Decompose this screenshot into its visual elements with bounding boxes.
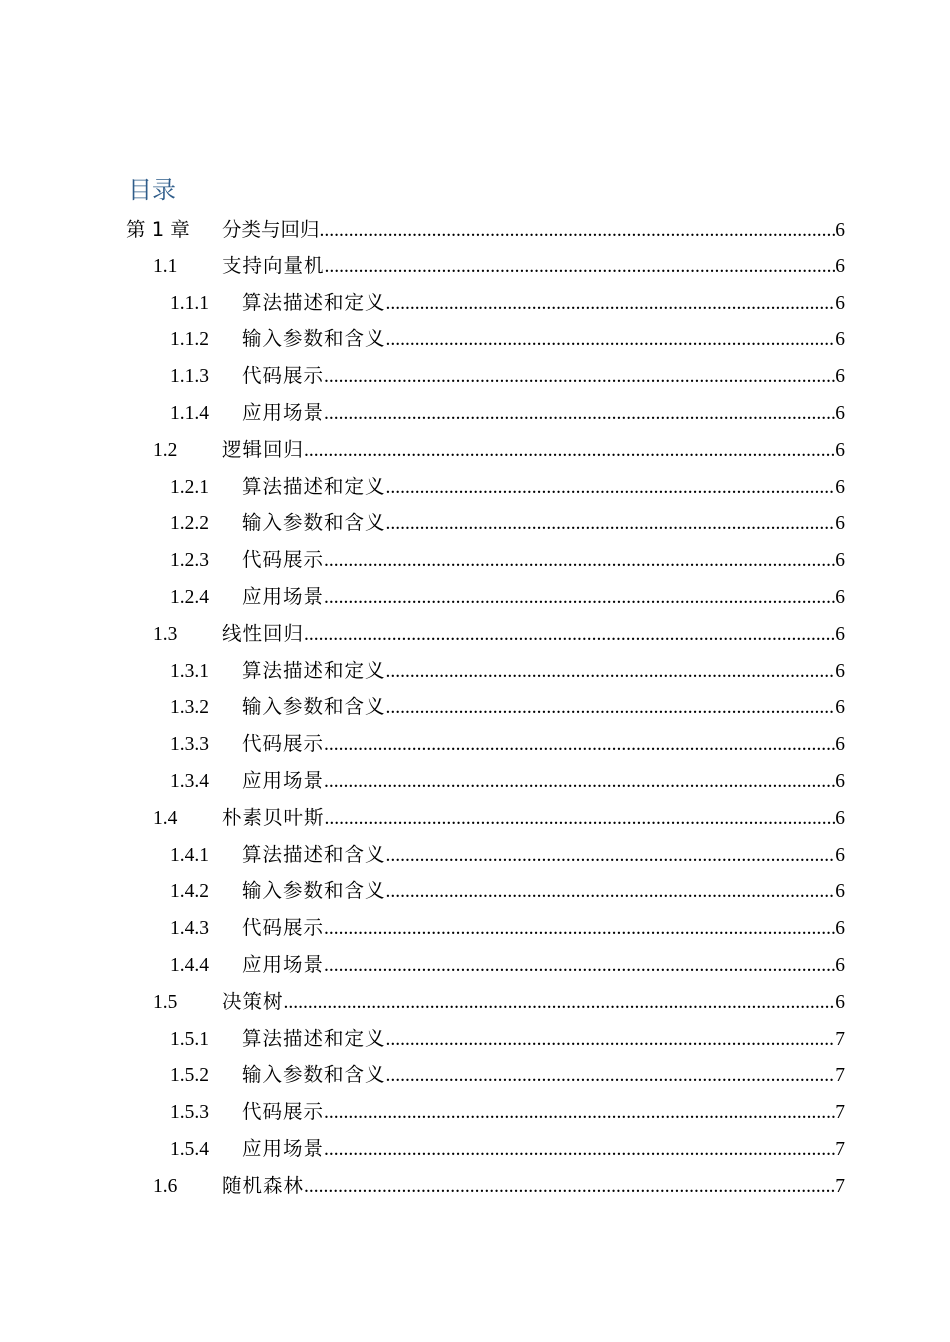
toc-dot-leader <box>324 764 835 801</box>
toc-entry-line <box>242 506 845 543</box>
toc-entry-line <box>222 433 845 470</box>
toc-entry-level-2[interactable] <box>0 249 950 286</box>
toc-entry-label: 朴素贝叶斯 <box>222 807 325 829</box>
toc-entry-page-number: 6 <box>835 329 845 351</box>
toc-entry-page-number: 6 <box>835 918 845 940</box>
toc-entry-level-2[interactable] <box>0 801 950 838</box>
toc-entry-line <box>242 1095 845 1132</box>
toc-entry-number: 第 1 章 <box>126 218 190 241</box>
toc-entry-level-3[interactable] <box>0 690 950 727</box>
toc-dot-leader <box>386 1022 836 1059</box>
toc-entry-level-2[interactable] <box>0 985 950 1022</box>
toc-entry-page-number: 6 <box>835 660 845 682</box>
toc-dot-leader <box>386 690 836 727</box>
toc-dot-leader <box>324 396 835 433</box>
toc-entry-level-3[interactable] <box>0 764 950 801</box>
toc-entry-line <box>222 801 845 838</box>
toc-entry-level-2[interactable] <box>0 617 950 654</box>
toc-entry-line <box>222 617 845 654</box>
toc-dot-leader <box>324 1095 835 1132</box>
toc-entry-label: 代码展示 <box>242 734 325 756</box>
toc-entry-label: 输入参数和含义 <box>242 329 386 351</box>
toc-entry-level-3[interactable] <box>0 470 950 507</box>
toc-entry-number: 1.5.1 <box>170 1028 209 1050</box>
toc-entry-page-number: 6 <box>835 220 845 241</box>
toc-dot-leader <box>324 543 835 580</box>
toc-dot-leader <box>386 1058 836 1095</box>
toc-entry-number: 1.4.1 <box>170 844 209 866</box>
toc-title: 目录 <box>128 176 176 204</box>
toc-entry-page-number: 6 <box>835 402 845 424</box>
toc-entry-page-number: 6 <box>835 844 845 866</box>
toc-entry-number: 1.1.1 <box>170 292 209 314</box>
toc-entry-line <box>242 580 845 617</box>
toc-entry-number: 1.5 <box>153 991 178 1013</box>
toc-dot-leader <box>320 213 836 250</box>
toc-entry-line <box>242 543 845 580</box>
toc-entry-page-number: 7 <box>835 1138 845 1160</box>
toc-entry-label: 应用场景 <box>242 586 325 608</box>
toc-entry-line <box>242 911 845 948</box>
toc-entry-page-number: 6 <box>835 770 845 792</box>
toc-entry-number: 1.2 <box>153 439 178 461</box>
toc-entry-number: 1.3 <box>153 623 178 645</box>
toc-entry-page-number: 6 <box>835 550 845 572</box>
toc-entry-level-3[interactable] <box>0 580 950 617</box>
toc-dot-leader <box>386 322 836 359</box>
toc-entry-level-3[interactable] <box>0 322 950 359</box>
toc-entry-page-number: 6 <box>835 734 845 756</box>
toc-entry-label: 分类与回归 <box>222 218 320 241</box>
toc-entry-number: 1.4.2 <box>170 881 209 903</box>
toc-entry-page-number: 6 <box>835 807 845 829</box>
toc-entry-line <box>242 1058 845 1095</box>
toc-entry-level-3[interactable] <box>0 1022 950 1059</box>
toc-entry-line <box>242 874 845 911</box>
toc-entry-number: 1.5.4 <box>170 1138 209 1160</box>
toc-entry-label: 随机森林 <box>222 1175 305 1197</box>
toc-entry-label: 算法描述和含义 <box>242 844 386 866</box>
toc-entry-number: 1.4.3 <box>170 918 209 940</box>
toc-entry-line <box>242 690 845 727</box>
toc-entry-line <box>242 286 845 323</box>
toc-entry-line <box>242 1022 845 1059</box>
toc-entry-label: 输入参数和含义 <box>242 513 386 535</box>
toc-entry-line <box>242 470 845 507</box>
toc-entry-page-number: 6 <box>835 586 845 608</box>
toc-entry-level-3[interactable] <box>0 359 950 396</box>
toc-entry-label: 应用场景 <box>242 770 325 792</box>
toc-entry-number: 1.4.4 <box>170 954 209 976</box>
toc-entry-number: 1.5.3 <box>170 1102 209 1124</box>
toc-entry-line <box>242 727 845 764</box>
toc-entry-level-3[interactable] <box>0 506 950 543</box>
toc-entry-page-number: 6 <box>835 623 845 645</box>
toc-entry-label: 应用场景 <box>242 1138 325 1160</box>
toc-entry-line <box>242 838 845 875</box>
toc-entry-number: 1.6 <box>153 1175 178 1197</box>
toc-entry-line <box>242 1132 845 1169</box>
toc-dot-leader <box>386 286 836 323</box>
toc-entry-page-number: 6 <box>835 881 845 903</box>
toc-entry-line <box>222 985 845 1022</box>
toc-entry-label: 算法描述和定义 <box>242 476 386 498</box>
toc-entry-level-3[interactable] <box>0 838 950 875</box>
toc-entry-number: 1.2.1 <box>170 476 209 498</box>
toc-entry-number: 1.1 <box>153 255 178 277</box>
toc-entry-label: 代码展示 <box>242 550 325 572</box>
toc-entry-line <box>242 322 845 359</box>
toc-entry-line <box>222 212 845 249</box>
toc-entry-number: 1.5.2 <box>170 1065 209 1087</box>
toc-entry-line <box>242 948 845 985</box>
toc-dot-leader <box>304 617 835 654</box>
toc-entry-line <box>242 396 845 433</box>
toc-dot-leader <box>386 506 836 543</box>
toc-entry-line <box>242 654 845 691</box>
toc-entry-number: 1.3.3 <box>170 734 209 756</box>
toc-dot-leader <box>324 948 835 985</box>
toc-dot-leader <box>324 911 835 948</box>
toc-entry-page-number: 6 <box>835 991 845 1013</box>
toc-dot-leader <box>304 433 835 470</box>
toc-entry-number: 1.3.1 <box>170 660 209 682</box>
toc-entry-level-3[interactable] <box>0 286 950 323</box>
toc-entry-page-number: 6 <box>835 954 845 976</box>
toc-dot-leader <box>304 1169 835 1206</box>
toc-entry-number: 1.1.4 <box>170 402 209 424</box>
toc-entry-label: 代码展示 <box>242 366 325 388</box>
toc-entry-label: 应用场景 <box>242 954 325 976</box>
toc-entry-level-3[interactable] <box>0 874 950 911</box>
toc-entry-number: 1.2.2 <box>170 513 209 535</box>
toc-entry-level-3[interactable] <box>0 911 950 948</box>
toc-entry-page-number: 6 <box>835 476 845 498</box>
toc-entry-page-number: 6 <box>835 255 845 277</box>
toc-entry-label: 输入参数和含义 <box>242 881 386 903</box>
toc-entry-level-3[interactable] <box>0 396 950 433</box>
toc-entry-page-number: 7 <box>835 1175 845 1197</box>
toc-entry-number: 1.4 <box>153 807 178 829</box>
toc-entry-level-3[interactable] <box>0 654 950 691</box>
toc-entry-level-3[interactable] <box>0 543 950 580</box>
toc-entry-page-number: 7 <box>835 1102 845 1124</box>
toc-entry-number: 1.1.2 <box>170 329 209 351</box>
toc-entry-label: 逻辑回归 <box>222 439 305 461</box>
toc-entry-page-number: 7 <box>835 1065 845 1087</box>
toc-entry-label: 线性回归 <box>222 623 305 645</box>
toc-dot-leader <box>324 1132 835 1169</box>
toc-dot-leader <box>386 654 836 691</box>
toc-entry-label: 算法描述和定义 <box>242 1028 386 1050</box>
toc-entry-level-3[interactable] <box>0 948 950 985</box>
toc-dot-leader <box>386 838 836 875</box>
toc-entry-label: 算法描述和定义 <box>242 292 386 314</box>
toc-entry-line <box>242 764 845 801</box>
toc-entry-line <box>222 1169 845 1206</box>
toc-dot-leader <box>284 985 836 1022</box>
toc-entry-page-number: 6 <box>835 292 845 314</box>
toc-entry-number: 1.2.3 <box>170 550 209 572</box>
toc-dot-leader <box>386 470 836 507</box>
toc-entry-line <box>222 249 845 286</box>
toc-dot-leader <box>325 801 836 838</box>
toc-dot-leader <box>324 727 835 764</box>
toc-entry-label: 代码展示 <box>242 918 325 940</box>
toc-dot-leader <box>386 874 836 911</box>
toc-entry-label: 支持向量机 <box>222 255 325 277</box>
toc-entry-label: 算法描述和定义 <box>242 660 386 682</box>
toc-entry-label: 输入参数和含义 <box>242 697 386 719</box>
toc-entry-level-3[interactable] <box>0 727 950 764</box>
toc-entry-line <box>242 359 845 396</box>
toc-list <box>0 212 950 1206</box>
toc-entry-level-3[interactable] <box>0 1058 950 1095</box>
toc-dot-leader <box>324 580 835 617</box>
toc-entry-level-1[interactable] <box>0 212 950 249</box>
toc-entry-level-2[interactable] <box>0 433 950 470</box>
toc-entry-page-number: 6 <box>835 366 845 388</box>
toc-entry-number: 1.2.4 <box>170 586 209 608</box>
toc-entry-label: 应用场景 <box>242 402 325 424</box>
toc-dot-leader <box>324 359 835 396</box>
toc-dot-leader <box>325 249 836 286</box>
toc-entry-number: 1.1.3 <box>170 366 209 388</box>
toc-entry-level-3[interactable] <box>0 1095 950 1132</box>
toc-entry-label: 输入参数和含义 <box>242 1065 386 1087</box>
toc-entry-page-number: 7 <box>835 1028 845 1050</box>
toc-entry-page-number: 6 <box>835 513 845 535</box>
toc-entry-label: 代码展示 <box>242 1102 325 1124</box>
toc-entry-level-2[interactable] <box>0 1169 950 1206</box>
toc-entry-number: 1.3.2 <box>170 697 209 719</box>
toc-entry-page-number: 6 <box>835 439 845 461</box>
toc-entry-level-3[interactable] <box>0 1132 950 1169</box>
toc-entry-number: 1.3.4 <box>170 770 209 792</box>
toc-entry-label: 决策树 <box>222 991 284 1013</box>
toc-entry-page-number: 6 <box>835 697 845 719</box>
